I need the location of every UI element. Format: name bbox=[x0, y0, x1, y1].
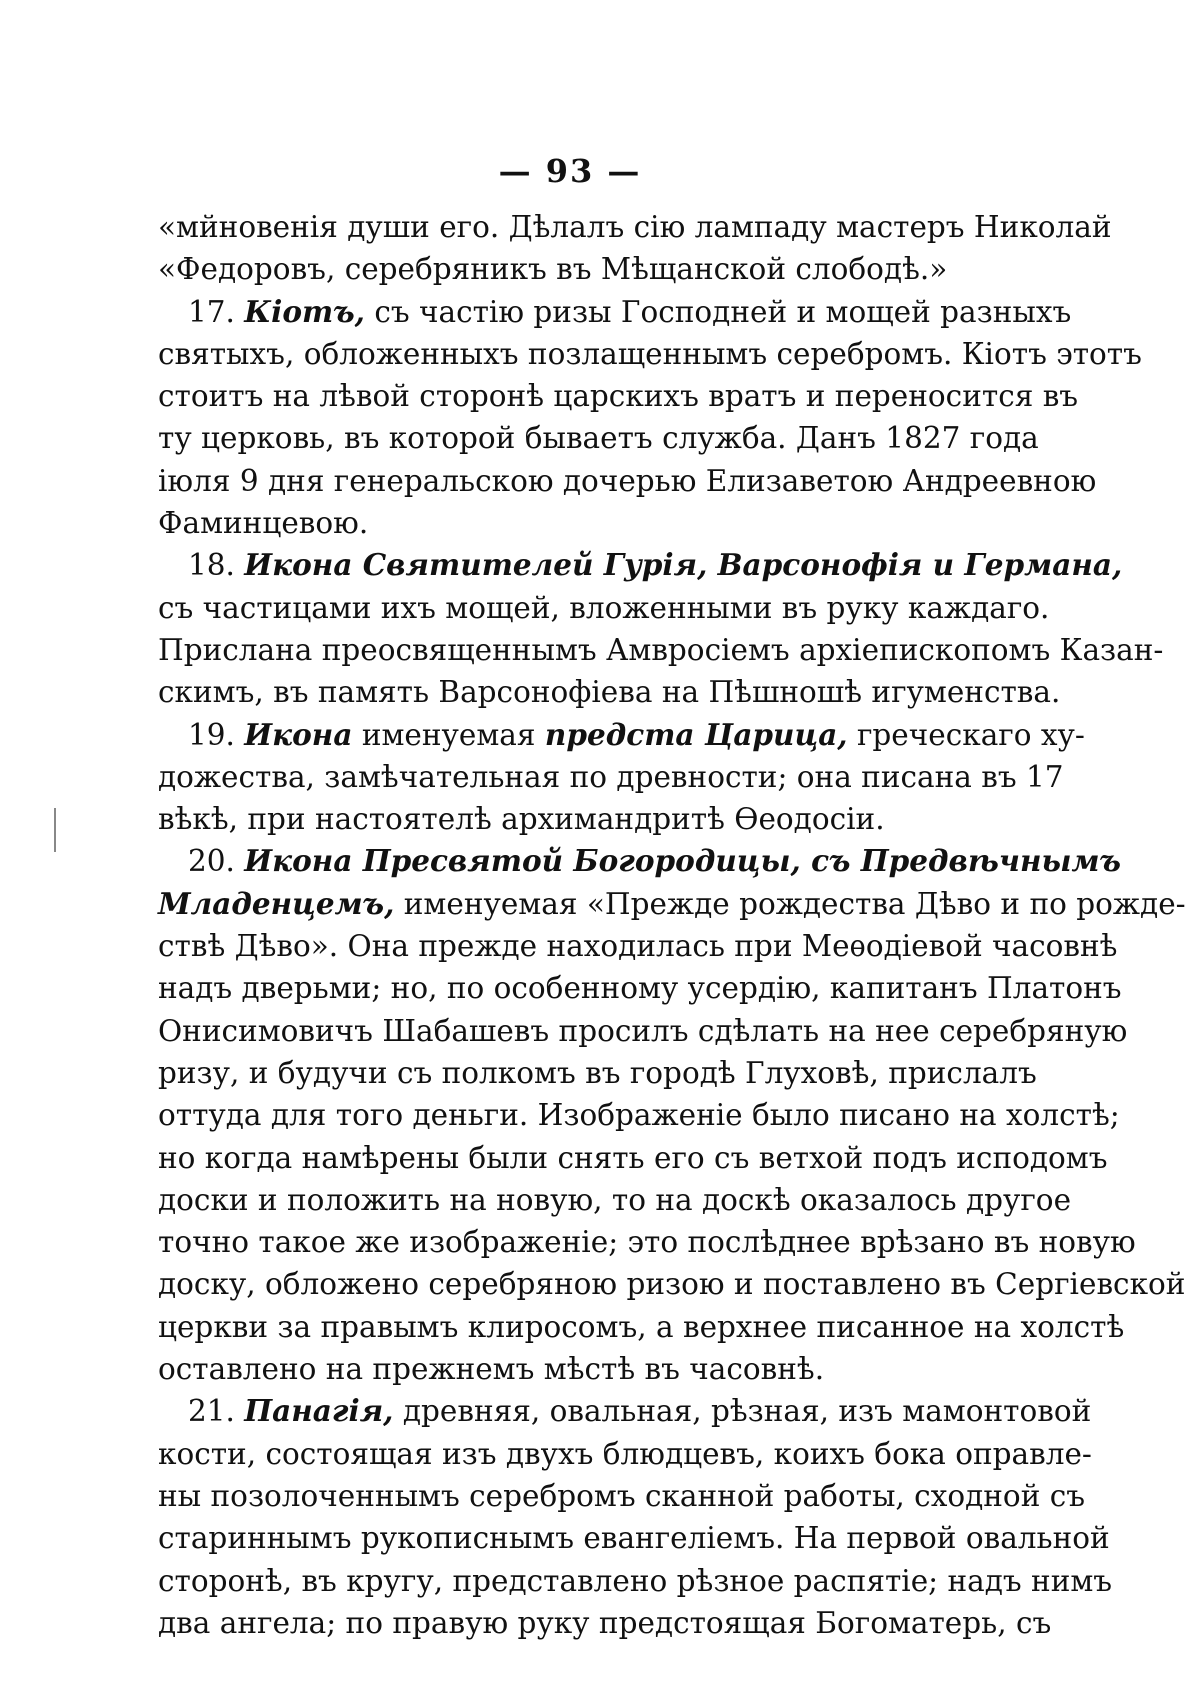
text-line: скимъ, въ память Варсонофіева на Пѣшношѣ игуменства. bbox=[158, 675, 1061, 710]
text-line: оставлено на прежнемъ мѣстѣ въ часовнѣ. bbox=[158, 1352, 825, 1387]
text-line bbox=[158, 840, 1121, 882]
text-line: ствѣ Дѣво». Она прежде находилась при Меѳодіевой часовнѣ bbox=[158, 929, 1118, 964]
emphasized-text: Икона Святителей Гурія, Варсонофія и Германа, bbox=[244, 547, 1123, 583]
text-line: іюля 9 дня генеральскою дочерью Елизаветою Андреевною bbox=[158, 463, 1097, 498]
text-line: «мйновенія души его. Дѣлалъ сію лампаду мастеръ Николай bbox=[158, 210, 1112, 244]
text-line bbox=[158, 544, 1123, 586]
text-line bbox=[158, 714, 1085, 756]
text-line bbox=[158, 291, 1072, 333]
text-line: доску, обложено серебряною ризою и поставлено въ Сергіевской bbox=[158, 1267, 1186, 1302]
text-line: вѣкѣ, при настоятелѣ архимандритѣ Ѳеодосіи. bbox=[158, 802, 885, 837]
text-line: надъ дверьми; но, по особенному усердію, капитанъ Платонъ bbox=[158, 971, 1122, 1006]
emphasized-text: Кіотъ, bbox=[244, 293, 365, 329]
text-line: кости, состоящая изъ двухъ блюдцевъ, коихъ бока оправле- bbox=[158, 1436, 1092, 1471]
text-line: святыхъ, обложенныхъ позлащеннымъ серебромъ. Кіотъ этотъ bbox=[158, 336, 1142, 371]
text-span: именуемая bbox=[352, 717, 545, 752]
text-line: стоитъ на лѣвой сторонѣ царскихъ вратъ и переносится въ bbox=[158, 379, 1079, 414]
emphasized-text: предста Царица, bbox=[544, 716, 848, 752]
page-number: — 93 — bbox=[498, 152, 642, 190]
text-line: «Федоровъ, серебряникъ въ Мѣщанской слободѣ.» bbox=[158, 252, 948, 287]
text-span: 18. bbox=[188, 548, 245, 583]
body-text bbox=[158, 206, 1186, 1644]
text-span: древняя, овальная, рѣзная, изъ мамонтовой bbox=[393, 1394, 1092, 1429]
emphasized-text: Икона Пресвятой Богородицы, съ Предвѣчнымъ bbox=[244, 843, 1121, 879]
text-span: 21. bbox=[188, 1394, 245, 1429]
text-line: два ангела; по правую руку предстоящая Богоматерь, съ bbox=[158, 1605, 1052, 1640]
text-line: церкви за правымъ клиросомъ, а верхнее писанное на холстѣ bbox=[158, 1309, 1125, 1344]
text-line: ризу, и будучи съ полкомъ въ городѣ Глуховѣ, прислалъ bbox=[158, 1055, 1037, 1090]
text-line: дожества, замѣчательная по древности; она писана въ 17 bbox=[158, 759, 1064, 794]
text-line: оттуда для того деньги. Изображеніе было писано на холстѣ; bbox=[158, 1098, 1120, 1133]
text-span: именуемая «Прежде рождества Дѣво и по рожде- bbox=[394, 886, 1186, 921]
text-line: доски и положить на новую, то на доскѣ оказалось другое bbox=[158, 1182, 1072, 1217]
text-line: сторонѣ, въ кругу, представлено рѣзное распятіе; надъ нимъ bbox=[158, 1563, 1113, 1598]
text-span: греческаго ху- bbox=[847, 717, 1085, 752]
emphasized-text: Панагія, bbox=[244, 1393, 394, 1429]
text-span: съ частію ризы Господней и мощей разныхъ bbox=[364, 294, 1072, 329]
text-line: ту церковь, въ которой бываетъ служба. Данъ 1827 года bbox=[158, 421, 1039, 456]
text-line: Онисимовичъ Шабашевъ просилъ сдѣлать на нее серебряную bbox=[158, 1013, 1128, 1048]
text-span: 20. bbox=[188, 844, 245, 879]
text-line: съ частицами ихъ мощей, вложенными въ руку каждаго. bbox=[158, 590, 1050, 625]
margin-mark bbox=[54, 808, 56, 852]
text-line: Фаминцевою. bbox=[158, 506, 369, 541]
text-span: 17. bbox=[188, 294, 245, 329]
emphasized-text: Икона bbox=[244, 716, 353, 752]
text-line: точно такое же изображеніе; это послѣднее врѣзано въ новую bbox=[158, 1225, 1136, 1260]
text-line bbox=[158, 883, 1186, 925]
emphasized-text: Младенцемъ, bbox=[158, 885, 395, 921]
text-line: стариннымъ рукописнымъ евангеліемъ. На первой овальной bbox=[158, 1521, 1110, 1556]
text-line: Прислана преосвященнымъ Амвросіемъ архіепископомъ Казан- bbox=[158, 632, 1164, 667]
text-line: но когда намѣрены были снять его съ ветхой подъ исподомъ bbox=[158, 1140, 1108, 1175]
text-span: 19. bbox=[188, 717, 245, 752]
text-line bbox=[158, 1390, 1092, 1432]
text-line: ны позолоченнымъ серебромъ сканной работы, сходной съ bbox=[158, 1478, 1086, 1513]
